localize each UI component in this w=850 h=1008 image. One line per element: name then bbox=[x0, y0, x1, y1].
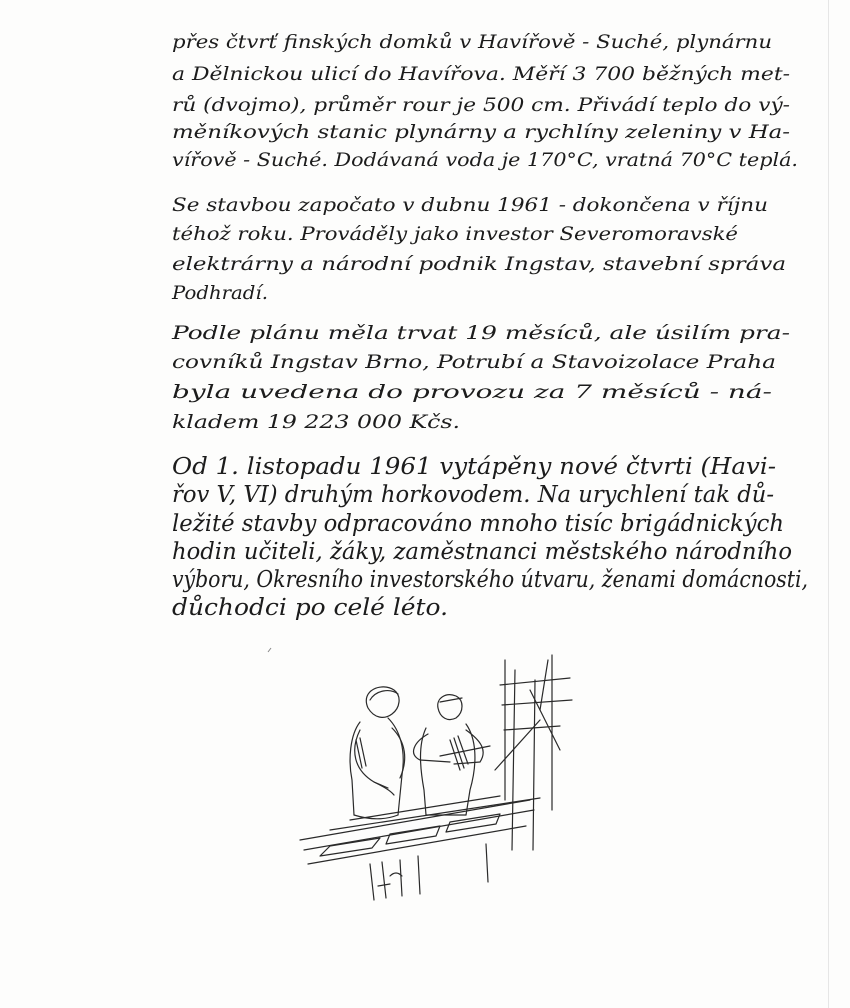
text-line: byla uvedena do provozu za 7 měsíců - ná- bbox=[172, 381, 772, 403]
text-line: měníkových stanic plynárny a rychlíny zeleniny v Ha- bbox=[172, 121, 790, 143]
paragraph-3 bbox=[171, 322, 790, 433]
text-line: Od 1. listopadu 1961 vytápěny nové čtvrti (Havi- bbox=[172, 454, 776, 480]
text-line: kladem 19 223 000 Kčs. bbox=[172, 411, 460, 433]
text-line: Podhradí. bbox=[170, 282, 268, 304]
text-line: Podle plánu měla trvat 19 měsíců, ale úsilím pra- bbox=[170, 322, 790, 344]
paragraph-2 bbox=[171, 194, 786, 304]
text-line: elektrárny a národní podnik Ingstav, stavební správa bbox=[172, 253, 786, 275]
stray-mark bbox=[268, 648, 271, 652]
text-line: hodin učiteli, žáky, zaměstnanci městského národního bbox=[172, 539, 792, 565]
text-line: téhož roku. Prováděly jako investor Severomoravské bbox=[172, 223, 738, 245]
text-line: vířově - Suché. Dodávaná voda je 170°C, vratná 70°C teplá. bbox=[172, 149, 798, 171]
paragraph-4 bbox=[172, 454, 808, 621]
text-line: Se stavbou započato v dubnu 1961 - dokončena v říjnu bbox=[172, 194, 768, 216]
text-line: důchodci po celé léto. bbox=[172, 595, 427, 621]
text-line: rů (dvojmo), průměr rour je 500 cm. Přivádí teplo do vý- bbox=[172, 94, 790, 116]
workers-sketch-illustration bbox=[290, 650, 590, 910]
text-line: výboru, Okresního investorského útvaru, ženami domácnosti, bbox=[172, 567, 808, 593]
text-line: přes čtvrť finských domků v Havířově - Suché, plynárnu bbox=[172, 31, 772, 53]
text-line: a Dělnickou ulicí do Havířova. Měří 3 700 běžných met- bbox=[172, 63, 790, 85]
text-line: covníků Ingstav Brno, Potrubí a Stavoizolace Praha bbox=[172, 351, 776, 373]
text-line: řov V, VI) druhým horkovodem. Na urychlení tak dů- bbox=[172, 482, 783, 508]
text-line: ležité stavby odpracováno mnoho tisíc brigádnických bbox=[172, 511, 784, 537]
paragraph-1 bbox=[172, 31, 798, 171]
